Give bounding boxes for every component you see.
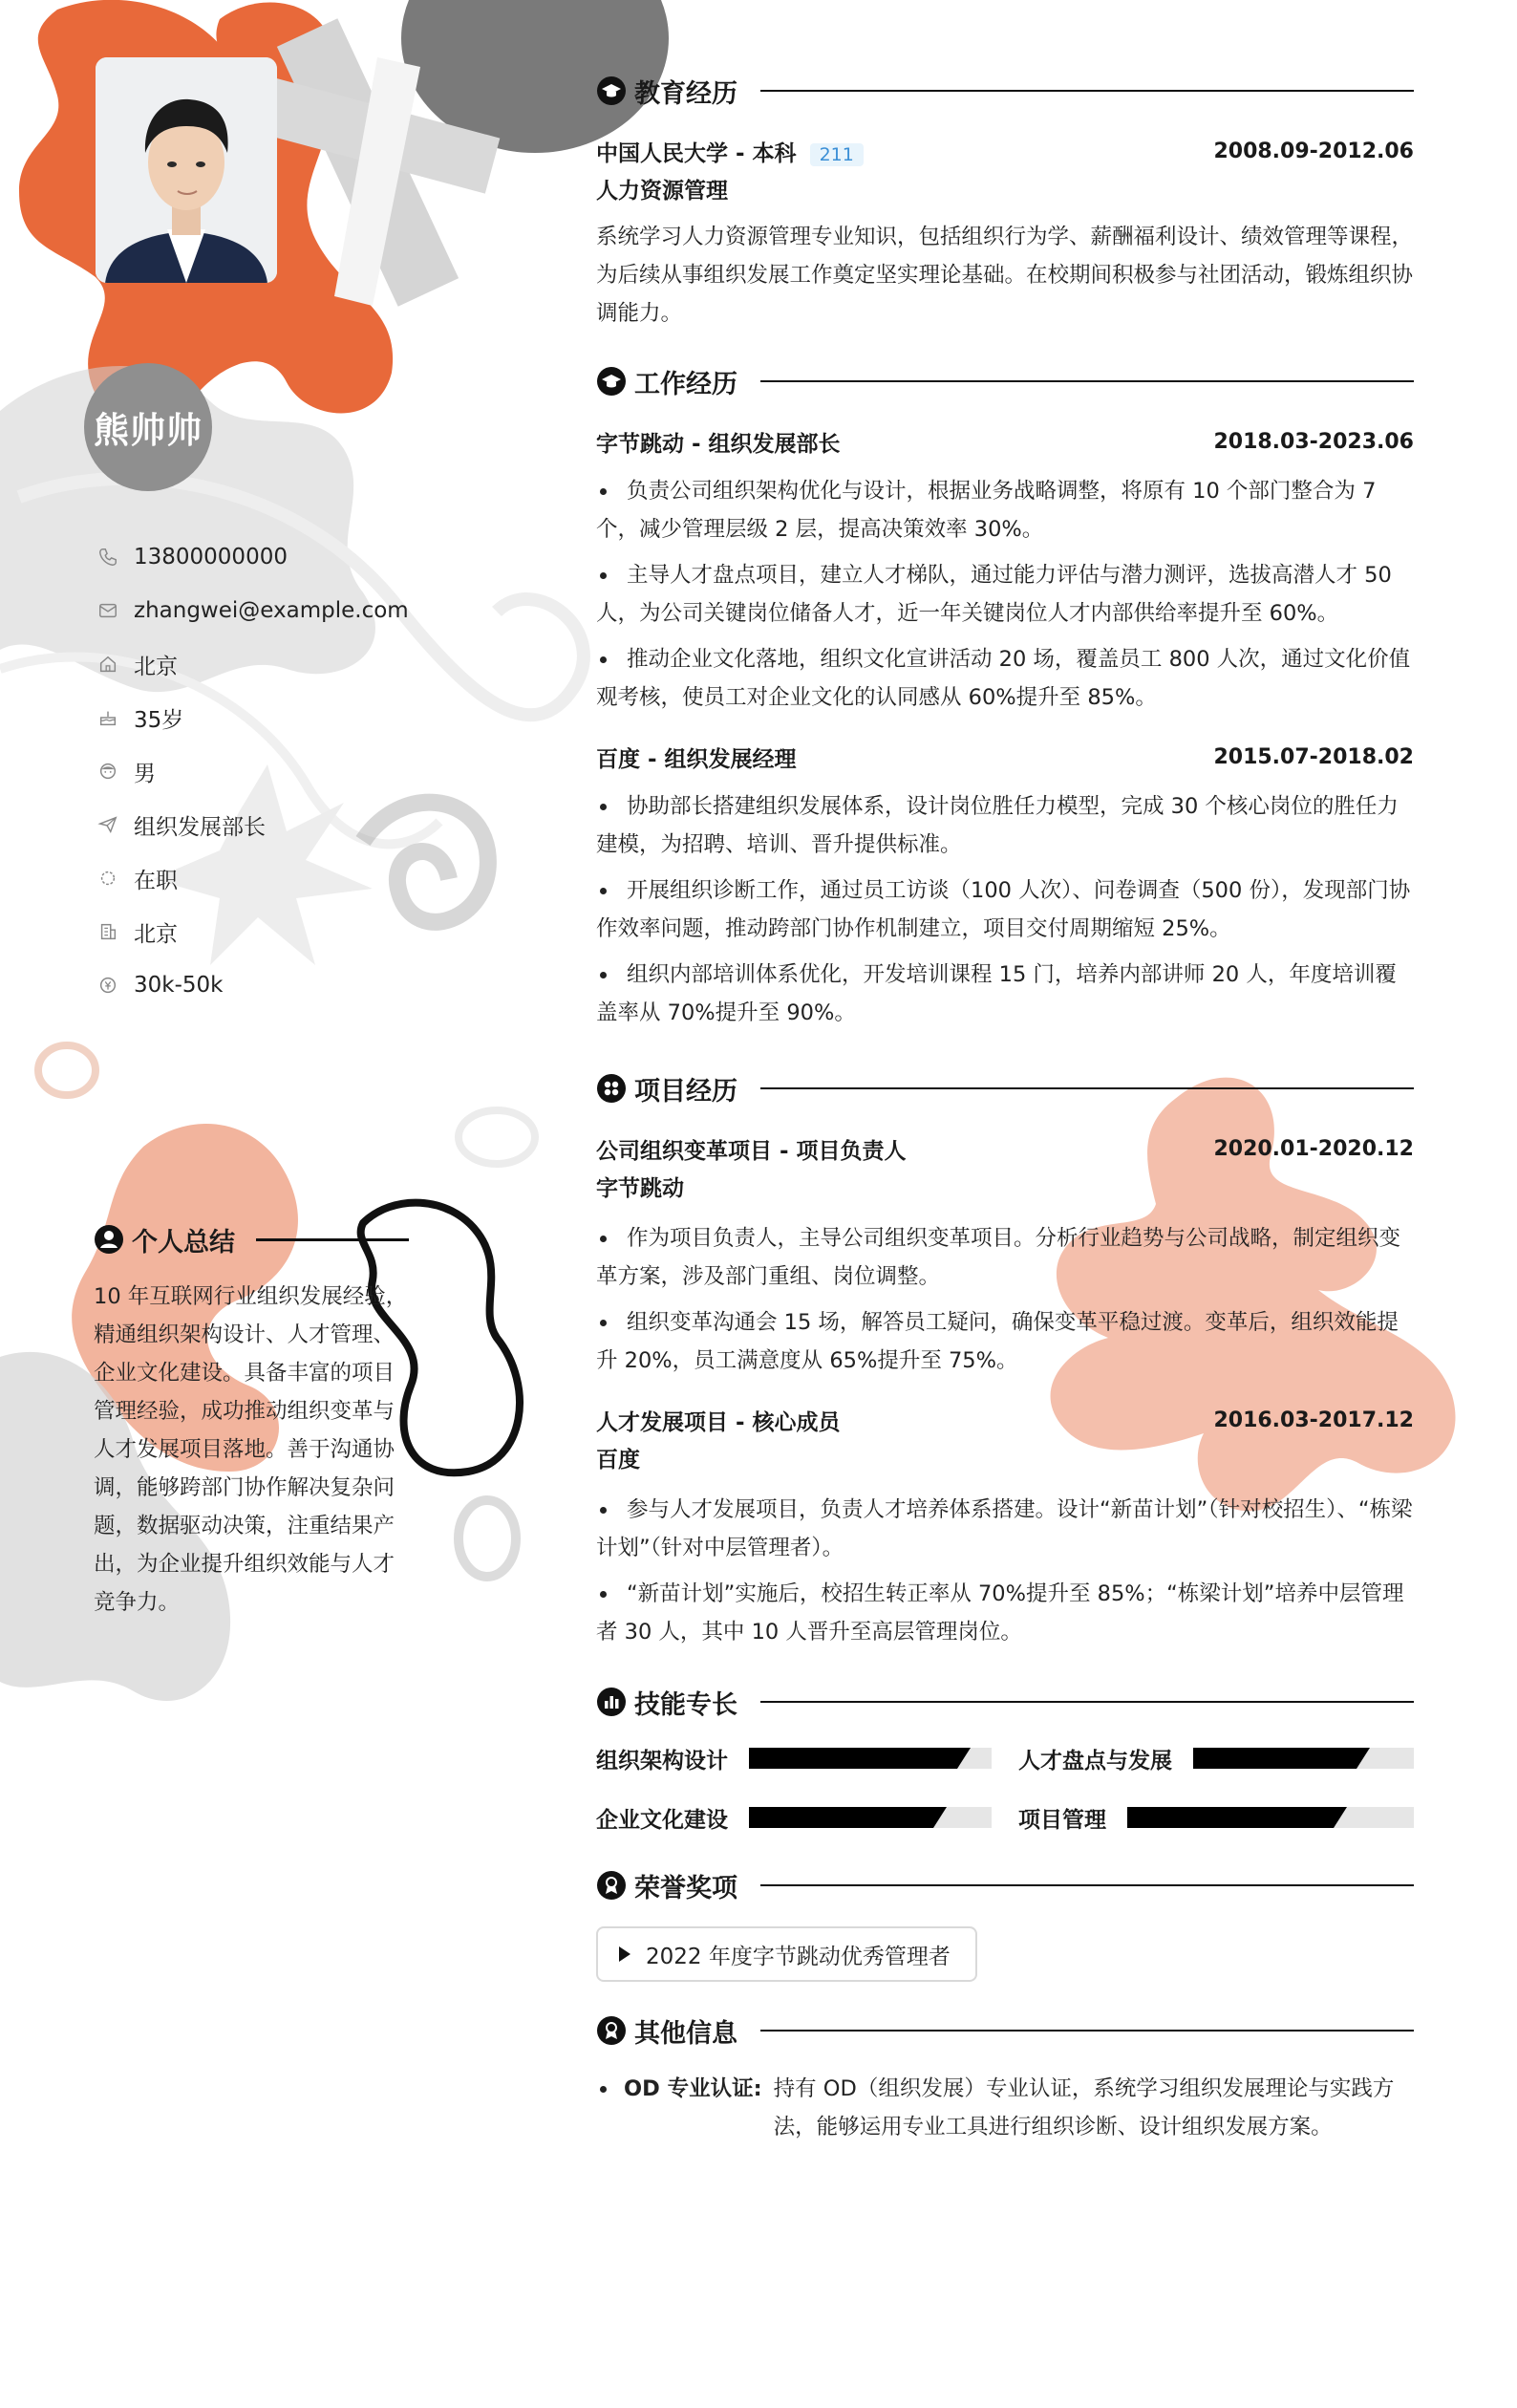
skill-item <box>596 1796 992 1838</box>
bg-ring-2 <box>38 1045 96 1095</box>
info-icon <box>596 2015 627 2046</box>
list-item: 负责公司组织架构优化与设计，根据业务战略调整，将原有 10 个部门整合为 7 个，减少管理层级 2 层，提高决策效率 30%。 <box>596 472 1414 548</box>
list-item: “新苗计划”实施后，校招生转正率从 70%提升至 85%；“栋梁计划”培养中层管理者 30 人，其中 10 人晋升至高层管理岗位。 <box>596 1575 1414 1651</box>
awards-title: 荣誉奖项 <box>634 1873 737 1903</box>
project-title: 公司组织变革项目 - 项目负责人 <box>596 1138 907 1164</box>
skill-item <box>596 1737 992 1779</box>
contact-email <box>96 584 409 637</box>
job-row <box>596 738 1414 776</box>
award-icon <box>596 1870 627 1901</box>
other-item <box>596 2070 1414 2146</box>
summary-section <box>94 1218 409 1622</box>
mail-icon <box>96 598 120 623</box>
education-major: 人力资源管理 <box>596 179 728 204</box>
send-icon <box>96 812 120 837</box>
skill-item <box>1018 1796 1414 1838</box>
projects-title: 项目经历 <box>634 1076 737 1107</box>
cake-icon <box>96 705 120 730</box>
skill-item <box>1018 1737 1414 1779</box>
skill-bar <box>1193 1748 1414 1769</box>
project-row <box>596 1129 1414 1168</box>
list-item: 开展组织诊断工作，通过员工访谈（100 人次）、问卷调查（500 份），发现部门协作效率问题，推动跨部门协作机制建立，项目交付周期缩短 25%。 <box>596 871 1414 948</box>
bullet-dot <box>600 2086 607 2093</box>
status-icon <box>96 866 120 891</box>
graduation-cap-icon <box>596 75 627 106</box>
contact-value: 男 <box>134 761 156 786</box>
divider <box>760 1884 1414 1886</box>
contact-value: zhangwei@example.com <box>134 598 409 623</box>
list-item: 参与人才发展项目，负责人才培养体系搭建。设计“新苗计划”（针对校招生）、“栋梁计划”（针对中层管理者）。 <box>596 1491 1414 1567</box>
divider <box>760 90 1414 92</box>
job-date: 2015.07-2018.02 <box>1213 744 1414 769</box>
contact-value: 30k-50k <box>134 973 224 998</box>
contact-city <box>96 637 409 691</box>
list-item: 组织内部培训体系优化，开发培训课程 15 门，培养内部讲师 20 人，年度培训覆盖率从 70%提升至 90%。 <box>596 956 1414 1032</box>
awards-header <box>596 1863 1414 1907</box>
summary-text: 10 年互联网行业组织发展经验，精通组织架构设计、人才管理、企业文化建设。具备丰富的项目管理经验，成功推动组织变革与人才发展项目落地。善于沟通协调，能够跨部门协作解决复杂问题，数据驱动决策，注重结果产出，为企业提升组织效能与人才竞争力。 <box>94 1284 408 1615</box>
skills-header <box>596 1680 1414 1724</box>
bar-chart-icon <box>596 1687 627 1717</box>
job-title: 字节跳动 - 组织发展部长 <box>596 431 841 457</box>
summary-header <box>94 1218 409 1260</box>
profile-name: 熊帅帅 <box>94 410 203 451</box>
skill-bar <box>1127 1807 1414 1828</box>
education-title: 教育经历 <box>634 78 737 109</box>
list-item: 主导人才盘点项目，建立人才梯队，通过能力评估与潜力测评，选拔高潜人才 50 人，为公司关键岗位储备人才，近一年关键岗位人才内部供给率提升至 60%。 <box>596 556 1414 633</box>
contact-position <box>96 798 409 851</box>
skill-name: 项目管理 <box>1018 1807 1106 1833</box>
gender-icon <box>96 759 120 784</box>
skill-bar-fill <box>749 1748 957 1769</box>
bg-ring-gray <box>459 1500 516 1577</box>
contact-value: 在职 <box>134 868 178 893</box>
skill-name: 人才盘点与发展 <box>1018 1748 1172 1774</box>
contact-list <box>96 530 409 1012</box>
play-icon <box>619 1946 630 1962</box>
divider <box>760 380 1414 382</box>
project-bullets <box>596 1219 1414 1380</box>
divider <box>760 1087 1414 1089</box>
contact-status <box>96 851 409 905</box>
project-date: 2020.01-2020.12 <box>1213 1136 1414 1161</box>
skill-bar-fill <box>1127 1807 1334 1828</box>
grid-icon <box>596 1073 627 1104</box>
profile-photo <box>96 57 277 283</box>
education-header <box>596 69 1414 113</box>
list-item: 作为项目负责人，主导公司组织变革项目。分析行业趋势与公司战略，制定组织变革方案，涉及部门重组、岗位调整。 <box>596 1219 1414 1296</box>
project-date: 2016.03-2017.12 <box>1213 1408 1414 1432</box>
project-org: 百度 <box>596 1448 640 1473</box>
school-tag: 211 <box>810 143 864 166</box>
phone-icon <box>96 545 120 570</box>
award-item[interactable] <box>596 1926 977 1982</box>
skill-bar-fill <box>1193 1748 1357 1769</box>
contact-value: 13800000000 <box>134 545 288 570</box>
main-column <box>596 69 1414 2146</box>
user-icon <box>94 1224 124 1255</box>
skill-name: 企业文化建设 <box>596 1807 728 1833</box>
job-title: 百度 - 组织发展经理 <box>596 746 797 772</box>
education-date: 2008.09-2012.06 <box>1213 139 1414 163</box>
school-name <box>596 136 864 167</box>
other-label: OD 专业认证: <box>624 2076 762 2101</box>
other-title: 其他信息 <box>634 2018 737 2049</box>
summary-title: 个人总结 <box>132 1227 235 1258</box>
job-date: 2018.03-2023.06 <box>1213 429 1414 454</box>
school-label: 中国人民大学 - 本科 <box>596 140 797 166</box>
divider <box>256 1238 409 1241</box>
briefcase-icon <box>596 366 627 397</box>
skill-name: 组织架构设计 <box>596 1748 728 1774</box>
bg-ring <box>459 1110 535 1164</box>
divider <box>760 1701 1414 1703</box>
education-desc: 系统学习人力资源管理专业知识，包括组织行为学、薪酬福利设计、绩效管理等课程，为后续从事组织发展工作奠定坚实理论基础。在校期间积极参与社团活动，锻炼组织协调能力。 <box>596 225 1414 326</box>
job-row <box>596 422 1414 461</box>
award-label: 2022 年度字节跳动优秀管理者 <box>646 1944 951 1969</box>
job-bullets <box>596 472 1414 717</box>
divider <box>760 2030 1414 2032</box>
other-text: 持有 OD（组织发展）专业认证，系统学习组织发展理论与实践方法，能够运用专业工具进行组织诊断、设计组织发展方案。 <box>773 2076 1395 2139</box>
skills-grid <box>596 1737 1414 1838</box>
avatar-illustration <box>96 57 277 283</box>
list-item: 组织变革沟通会 15 场，解答员工疑问，确保变革平稳过渡。变革后，组织效能提升 20%，员工满意度从 65%提升至 75%。 <box>596 1303 1414 1380</box>
contact-salary <box>96 958 409 1012</box>
contact-age <box>96 691 409 744</box>
contact-value: 35岁 <box>134 707 184 733</box>
contact-work-city <box>96 905 409 958</box>
building-icon <box>96 919 120 944</box>
name-badge <box>84 363 212 491</box>
project-bullets <box>596 1491 1414 1651</box>
contact-gender <box>96 744 409 798</box>
project-org: 字节跳动 <box>596 1176 684 1201</box>
contact-value: 组织发展部长 <box>134 814 266 840</box>
contact-value: 北京 <box>134 921 178 947</box>
job-bullets <box>596 787 1414 1032</box>
list-item: 推动企业文化落地，组织文化宣讲活动 20 场，覆盖员工 800 人次，通过文化价值观考核，使员工对企业文化的认同感从 60%提升至 85%。 <box>596 640 1414 717</box>
skills-title: 技能专长 <box>634 1689 737 1720</box>
list-item: 协助部长搭建组织发展体系，设计岗位胜任力模型，完成 30 个核心岗位的胜任力建模，为招聘、培训、晋升提供标准。 <box>596 787 1414 864</box>
skill-bar <box>749 1748 992 1769</box>
skill-bar <box>749 1807 992 1828</box>
project-row <box>596 1401 1414 1439</box>
other-header <box>596 2009 1414 2053</box>
contact-phone <box>96 530 409 584</box>
work-title: 工作经历 <box>634 369 737 399</box>
projects-header <box>596 1066 1414 1110</box>
money-icon <box>96 973 120 998</box>
project-title: 人才发展项目 - 核心成员 <box>596 1409 841 1435</box>
home-icon <box>96 652 120 677</box>
work-header <box>596 359 1414 403</box>
education-row <box>596 132 1414 170</box>
skill-bar-fill <box>749 1807 933 1828</box>
contact-value: 北京 <box>134 654 178 679</box>
